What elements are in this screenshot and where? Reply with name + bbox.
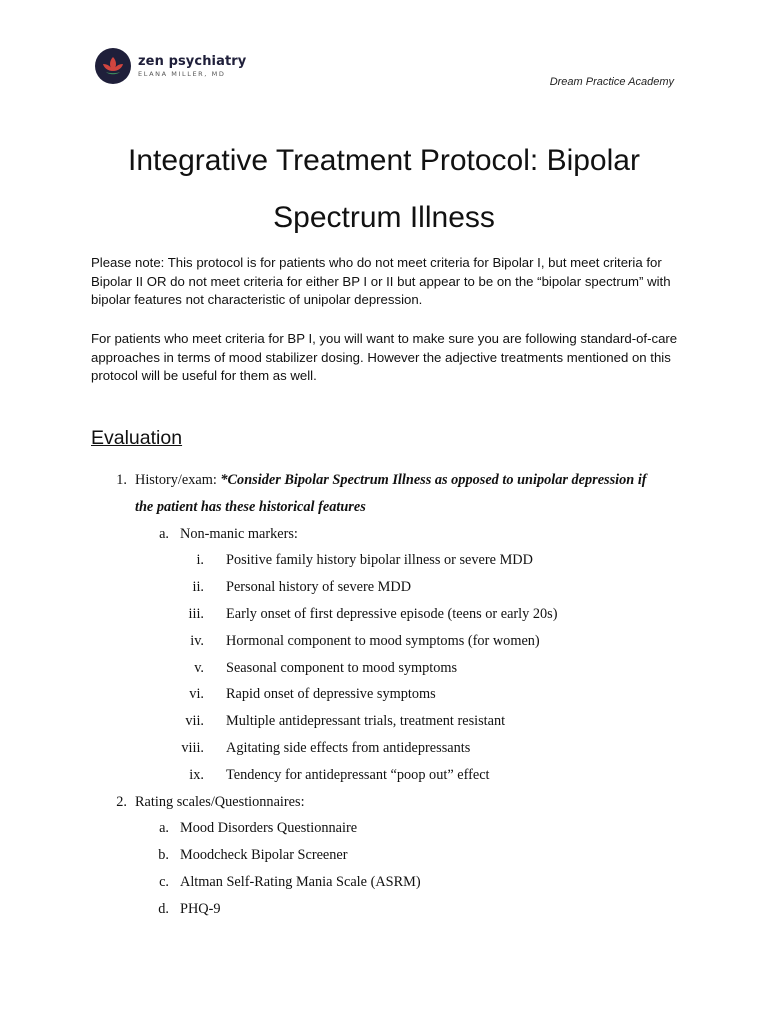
list-item-continuation — [0, 494, 768, 521]
list-item-text: Personal history of severe MDD — [226, 579, 412, 596]
list-item-text: Hormonal component to mood symptoms (for women) — [226, 632, 540, 649]
sublist-item — [0, 869, 768, 896]
list-item-text: Rapid onset of depressive symptoms — [226, 686, 436, 703]
list-item-label: History/exam: — [135, 472, 221, 488]
list-item-label: Rating scales/Questionnaires: — [135, 793, 305, 810]
section-heading-evaluation: Evaluation — [91, 427, 183, 449]
roman-list-item — [0, 735, 768, 762]
roman-list-item — [0, 708, 768, 735]
emphasis-note-continued: the patient has these historical features — [135, 498, 366, 515]
evaluation-list — [0, 467, 768, 923]
list-item-text: Tendency for antidepressant “poop out” effect — [226, 766, 490, 783]
list-number: vi. — [189, 686, 204, 703]
roman-list-item — [0, 628, 768, 655]
list-number: a. — [159, 820, 169, 837]
lotus-logo-icon — [95, 48, 131, 84]
list-number: 2. — [116, 793, 127, 810]
list-number: iii. — [188, 605, 204, 622]
brand-name: zen psychiatry — [138, 53, 247, 69]
list-item-text: Positive family history bipolar illness or severe MDD — [226, 552, 533, 569]
intro-paragraph-bp1: For patients who meet criteria for BP I, you will want to make sure you are following standard-of-care approaches in terms of mood stabilizer dosing. However the adjective treatments mentioned on this protocol will be useful for them as well. — [91, 331, 678, 384]
roman-list-item — [0, 655, 768, 682]
list-item-rating-scales — [0, 789, 768, 816]
brand-subtitle: ELANA MILLER, MD — [138, 69, 226, 78]
list-number: a. — [159, 525, 169, 542]
list-number: i. — [196, 552, 204, 569]
list-number: b. — [158, 847, 169, 864]
list-item-text: Agitating side effects from antidepressants — [226, 739, 471, 756]
list-item-text: PHQ-9 — [180, 900, 221, 917]
page-title: Integrative Treatment Protocol: Bipolar Spectrum Illness — [128, 144, 640, 234]
list-number: iv. — [190, 632, 204, 649]
roman-list-item — [0, 574, 768, 601]
list-item-text: Moodcheck Bipolar Screener — [180, 847, 348, 864]
roman-list-item — [0, 762, 768, 789]
list-number: vii. — [185, 713, 204, 730]
sublist-item-non-manic — [0, 521, 768, 548]
list-item-text: Seasonal component to mood symptoms — [226, 659, 458, 676]
list-number: 1. — [116, 472, 127, 488]
emphasis-note: *Consider Bipolar Spectrum Illness as opposed to unipolar depression if — [220, 472, 647, 488]
list-number: d. — [158, 900, 169, 917]
list-item-text: Early onset of first depressive episode (teens or early 20s) — [226, 605, 558, 622]
sublist-item — [0, 842, 768, 869]
list-item-text: Multiple antidepressant trials, treatment resistant — [226, 713, 506, 730]
roman-list-item — [0, 681, 768, 708]
list-item-text: Mood Disorders Questionnaire — [180, 820, 358, 837]
list-number: ix. — [189, 766, 204, 783]
list-number: v. — [194, 659, 204, 676]
brand-logo — [95, 48, 246, 84]
sublist-item — [0, 815, 768, 842]
list-number: viii. — [181, 739, 204, 756]
list-item-history — [0, 467, 768, 494]
roman-list-item — [0, 547, 768, 574]
list-number: ii. — [192, 579, 204, 596]
list-item-label: Non-manic markers: — [180, 525, 298, 542]
sublist-item — [0, 896, 768, 923]
list-number: c. — [159, 873, 169, 890]
roman-list-item — [0, 601, 768, 628]
list-item-text: Altman Self-Rating Mania Scale (ASRM) — [180, 873, 421, 890]
intro-paragraph-note: Please note: This protocol is for patients who do not meet criteria for Bipolar I, but meet criteria for Bipolar II OR do not meet criteria for either BP I or II but appear to be on the “bipolar spectrum” with bipolar features not characteristic of unipolar depression. — [91, 255, 671, 308]
header-academy-label: Dream Practice Academy — [549, 76, 674, 88]
